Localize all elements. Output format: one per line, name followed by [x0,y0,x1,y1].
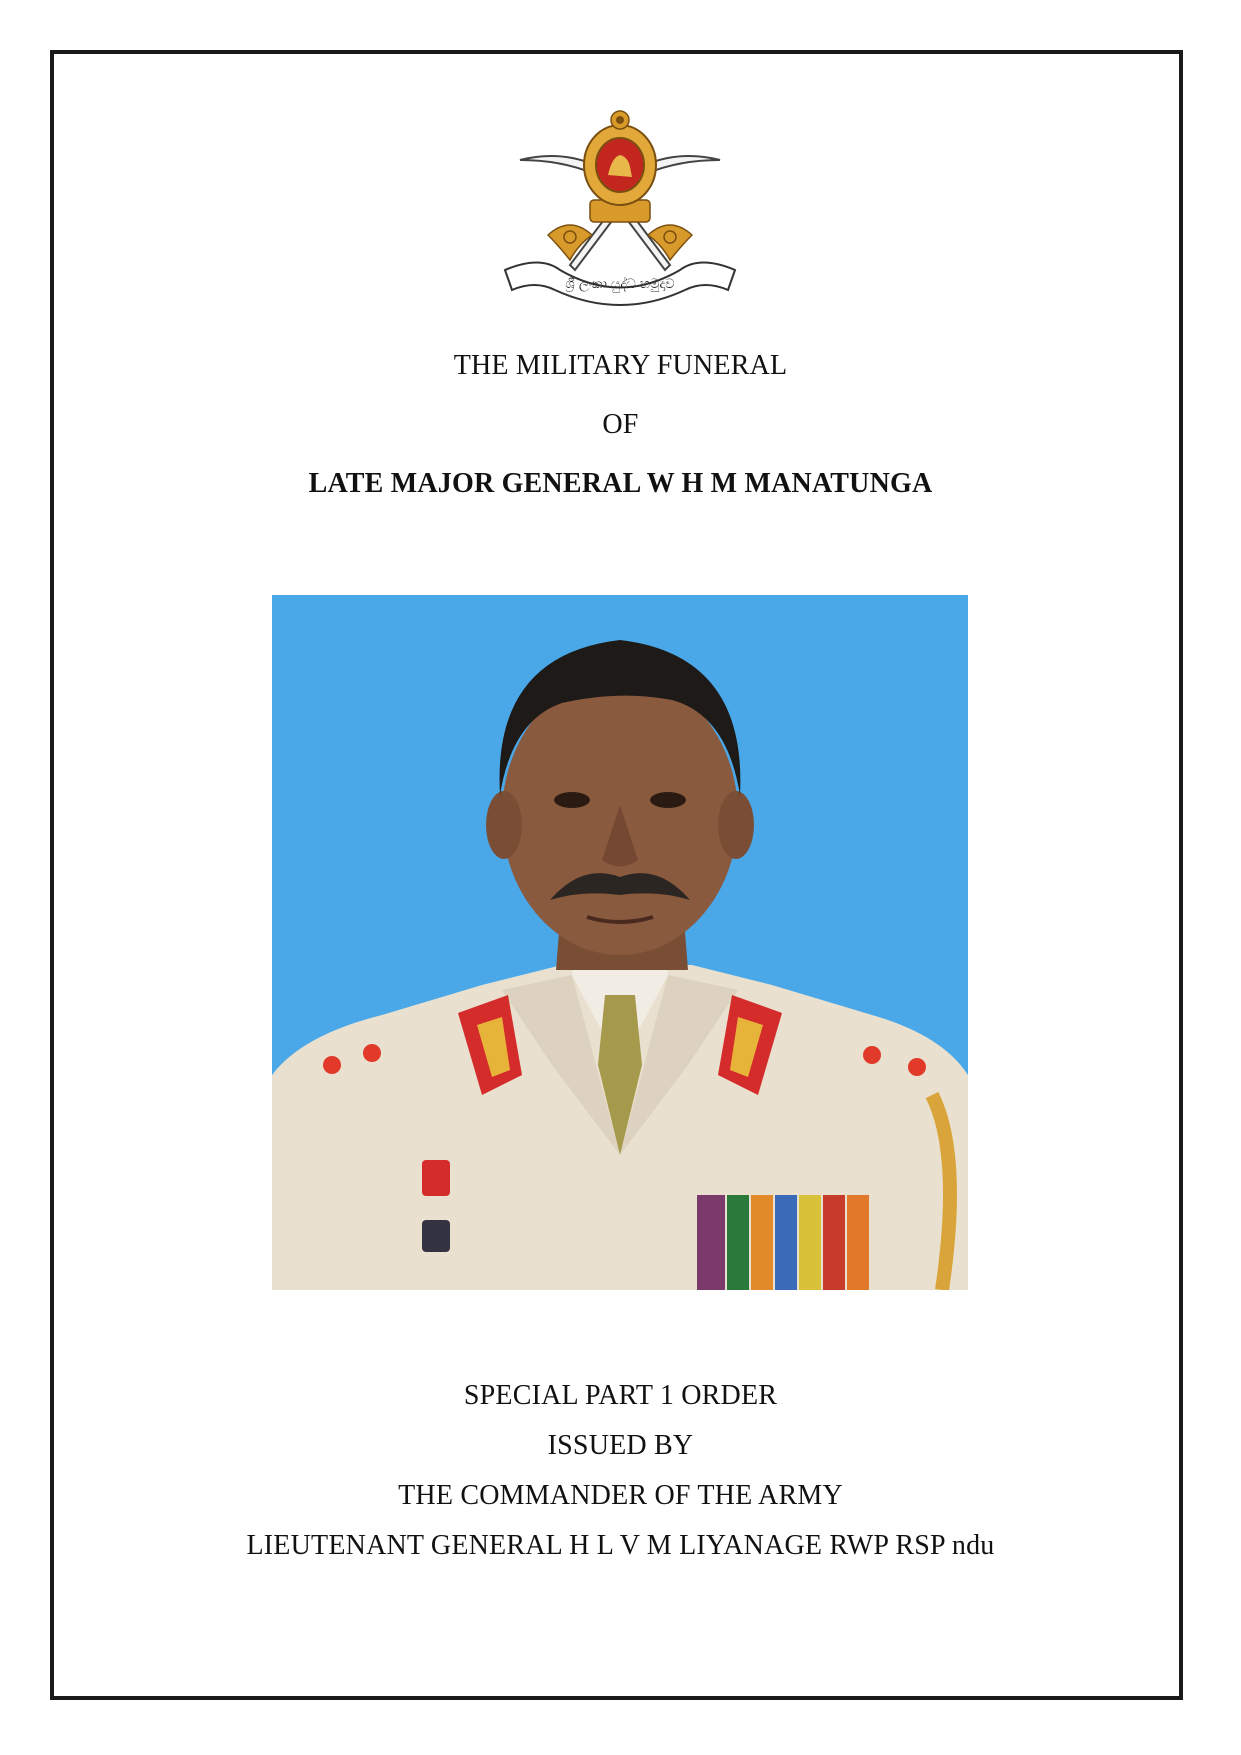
issuing-authority: THE COMMANDER OF THE ARMY [398,1480,843,1511]
heading-line-1: THE MILITARY FUNERAL [453,350,788,381]
officer-portrait-photo [272,595,968,1290]
sri-lanka-army-crest-icon [500,105,740,315]
crest-motto: ශ්‍රී ලංකා යුද්ධ හමුදාව [565,277,675,292]
deceased-name-title: LATE MAJOR GENERAL W H M MANATUNGA [308,468,933,499]
army-crest [500,105,740,315]
commander-name: LIEUTENANT GENERAL H L V M LIYANAGE RWP RSP ndu [246,1530,995,1561]
order-type: SPECIAL PART 1 ORDER [463,1380,778,1411]
officer-portrait [272,595,968,1290]
heading-line-2: OF [602,409,639,440]
issued-by-label: ISSUED BY [547,1430,694,1461]
